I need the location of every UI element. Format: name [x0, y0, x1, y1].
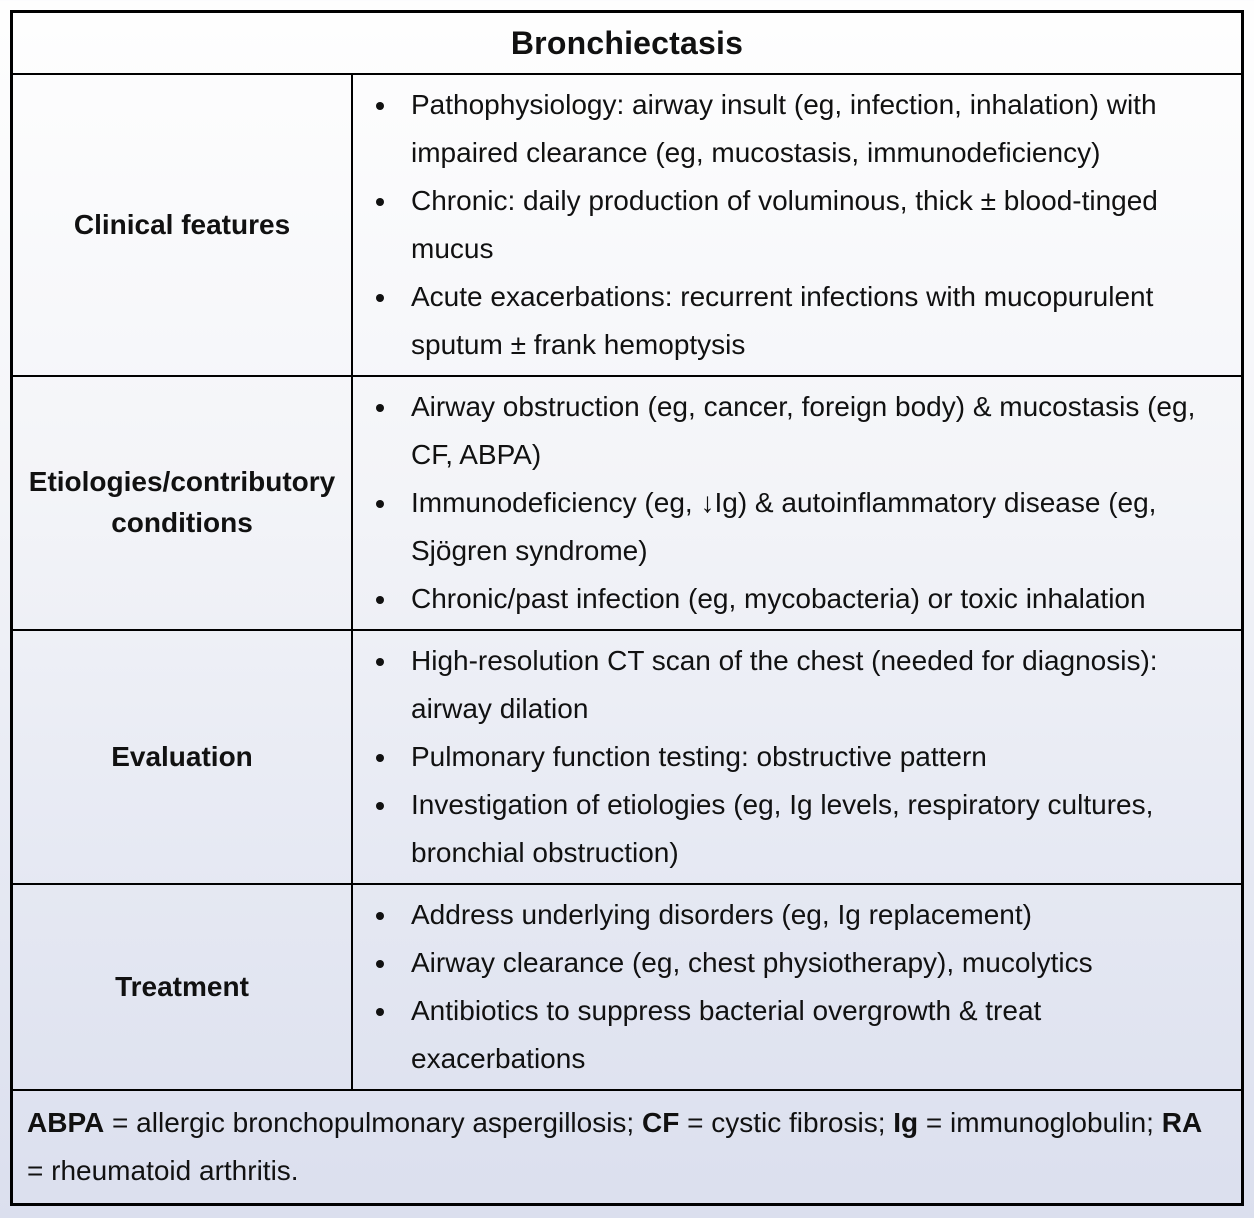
bullet-item: • Antibiotics to suppress bacterial overgrowth & treat exacerbations	[399, 987, 1213, 1083]
bullet-item: • Pathophysiology: airway insult (eg, infection, inhalation) with impaired clearance (eg, mucostasis, immunodeficiency)	[399, 81, 1213, 177]
row-header-treatment: Treatment	[13, 885, 353, 1089]
bullet-item: • High-resolution CT scan of the chest (needed for diagnosis): airway dilation	[399, 637, 1213, 733]
abbreviation-definition: = rheumatoid arthritis.	[27, 1155, 299, 1186]
row-content-evaluation	[353, 631, 1241, 883]
bullet-item: • Investigation of etiologies (eg, Ig levels, respiratory cultures, bronchial obstruction)	[399, 781, 1213, 877]
bronchiectasis-table	[10, 10, 1244, 1206]
abbreviation-term: ABPA	[27, 1107, 105, 1138]
abbreviation-term: Ig	[893, 1107, 919, 1138]
table-title: Bronchiectasis	[510, 24, 744, 61]
bullet-item: • Pulmonary function testing: obstructive pattern	[399, 733, 1213, 781]
row-content-treatment	[353, 885, 1241, 1089]
row-content-clinical-features	[353, 75, 1241, 375]
bullet-item: • Chronic/past infection (eg, mycobacteria) or toxic inhalation	[399, 575, 1213, 623]
bullet-list	[363, 81, 1213, 369]
table-row	[13, 375, 1241, 629]
table-row	[13, 629, 1241, 883]
table-row	[13, 73, 1241, 375]
row-content-etiologies	[353, 377, 1241, 629]
bullet-item: • Acute exacerbations: recurrent infections with mucopurulent sputum ± frank hemoptysis	[399, 273, 1213, 369]
table-row	[13, 883, 1241, 1089]
abbreviation-term: RA	[1161, 1107, 1203, 1138]
bullet-list	[363, 383, 1213, 623]
bullet-item: • Airway obstruction (eg, cancer, foreign body) & mucostasis (eg, CF, ABPA)	[399, 383, 1213, 479]
abbreviation-term: CF	[641, 1107, 680, 1138]
bullet-item: • Airway clearance (eg, chest physiotherapy), mucolytics	[399, 939, 1213, 987]
bullet-item: • Address underlying disorders (eg, Ig replacement)	[399, 891, 1213, 939]
abbreviation-definition: = cystic fibrosis;	[679, 1107, 894, 1138]
row-header-evaluation: Evaluation	[13, 631, 353, 883]
bullet-list	[363, 891, 1213, 1083]
bullet-item: • Chronic: daily production of voluminous, thick ± blood-tinged mucus	[399, 177, 1213, 273]
abbreviation-definition: = immunoglobulin;	[918, 1107, 1162, 1138]
row-header-clinical-features: Clinical features	[13, 75, 353, 375]
row-header-etiologies: Etiologies/contributory conditions	[13, 377, 353, 629]
abbreviation-definition: = allergic bronchopulmonary aspergillosis;	[104, 1107, 642, 1138]
bullet-item: • Immunodeficiency (eg, ↓Ig) & autoinflammatory disease (eg, Sjögren syndrome)	[399, 479, 1213, 575]
abbreviations-footer	[13, 1089, 1241, 1203]
bullet-list	[363, 637, 1213, 877]
